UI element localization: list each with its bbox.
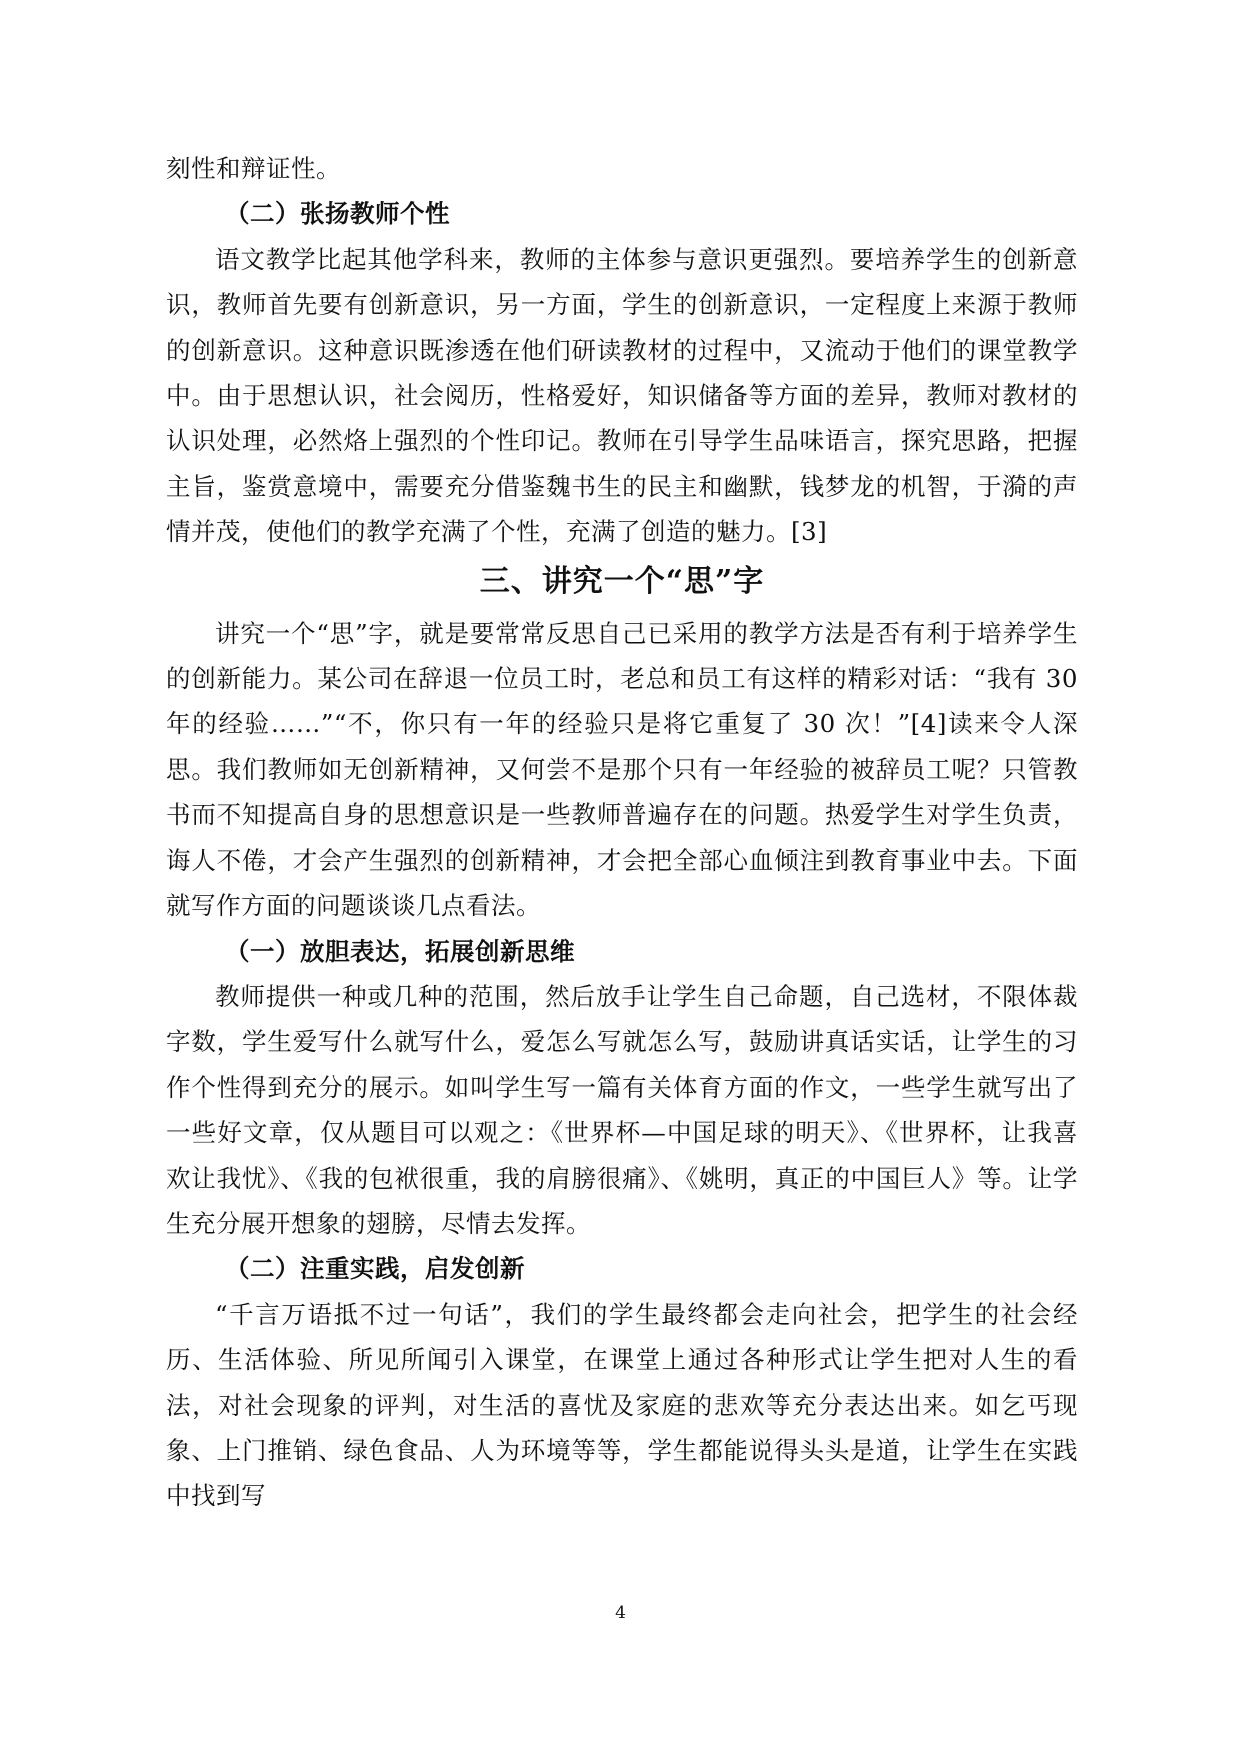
paragraph-reflection: 讲究一个“思”字，就是要常常反思自己已采用的教学方法是否有利于培养学生的创新能力。某公司在辞退一位员工时，老总和员工有这样的精彩对话：“我有 30 年的经验……”“不，你只有一年的经验只是将它重复了 30 次！”[4]读来令人深思。我们教师如无创新精神，又何尝不是那个只有一年经验的被辞员工呢？只管教书而不知提高自身的思想意识是一些教师普遍存在的问题。热爱学生对学生负责，诲人不倦，才会产生强烈的创新精神，才会把全部心血倾注到教育事业中去。下面就写作方面的问题谈谈几点看法。 xyxy=(166,618,1078,921)
subheading-bold-expression: （一）放胆表达，拓展创新思维 xyxy=(225,936,575,966)
subheading-teacher-personality: （二）张扬教师个性 xyxy=(225,199,450,229)
paragraph-teacher-personality: 语文教学比起其他学科来，教师的主体参与意识更强烈。要培养学生的创新意识，教师首先要有创新意识，另一方面，学生的创新意识，一定程度上来源于教师的创新意识。这种意识既渗透在他们研读教材的过程中，又流动于他们的课堂教学中。由于思想认识，社会阅历，性格爱好，知识储备等方面的差异，教师对教材的认识处理，必然烙上强烈的个性印记。教师在引导学生品味语言，探究思路，把握主旨，鉴赏意境中，需要充分借鉴魏书生的民主和幽默，钱梦龙的机智，于漪的声情并茂，使他们的教学充满了个性，充满了创造的魅力。[3] xyxy=(166,244,1078,547)
paragraph-continuation: 刻性和辩证性。 xyxy=(166,154,341,183)
paragraph-practice: “千言万语抵不过一句话”，我们的学生最终都会走向社会，把学生的社会经历、生活体验、所见所闻引入课堂，在课堂上通过各种形式让学生把对人生的看法，对社会现象的评判，对生活的喜忧及家庭的悲欢等充分表达出来。如乞丐现象、上门推销、绿色食品、人为环境等等，学生都能说得头头是道，让学生在实践中找到写 xyxy=(166,1299,1078,1511)
section-heading-three: 三、讲究一个“思”字 xyxy=(479,563,765,599)
paragraph-bold-expression: 教师提供一种或几种的范围，然后放手让学生自己命题，自己选材，不限体裁字数，学生爱写什么就写什么，爱怎么写就怎么写，鼓励讲真话实话，让学生的习作个性得到充分的展示。如叫学生写一篇有关体育方面的作文，一些学生就写出了一些好文章，仅从题目可以观之：《世界杯—中国足球的明天》、《世界杯，让我喜欢让我忧》、《我的包袱很重，我的肩膀很痛》、《姚明，真正的中国巨人》等。让学生充分展开想象的翅膀，尽情去发挥。 xyxy=(166,981,1078,1238)
subheading-practice: （二）注重实践，启发创新 xyxy=(225,1254,525,1284)
page-number: 4 xyxy=(615,1603,626,1623)
page-body xyxy=(166,146,1078,1519)
